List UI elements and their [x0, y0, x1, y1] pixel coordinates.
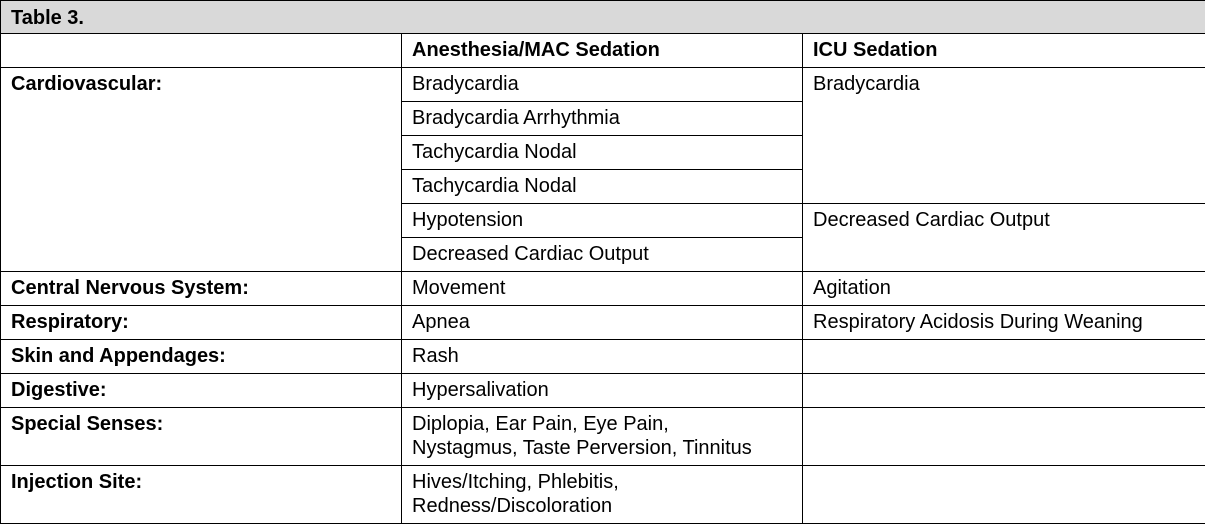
category-cardiovascular: Cardiovascular:	[1, 68, 402, 272]
icu-cell	[803, 408, 1205, 466]
table-row	[1, 340, 1205, 374]
anesthesia-cell	[402, 466, 803, 524]
title-row	[1, 1, 1205, 34]
icu-cell: Bradycardia	[803, 68, 1205, 204]
table-row	[1, 272, 1205, 306]
header-row	[1, 34, 1205, 68]
cell-line: Diplopia, Ear Pain, Eye Pain,	[412, 412, 792, 436]
anesthesia-cell: Bradycardia Arrhythmia	[402, 102, 803, 136]
anesthesia-cell: Decreased Cardiac Output	[402, 238, 803, 272]
anesthesia-cell: Tachycardia Nodal	[402, 136, 803, 170]
table-title: Table 3.	[1, 1, 1205, 34]
anesthesia-cell: Apnea	[402, 306, 803, 340]
icu-cell: Agitation	[803, 272, 1205, 306]
table-row	[1, 306, 1205, 340]
anesthesia-cell: Rash	[402, 340, 803, 374]
cell-line: Hives/Itching, Phlebitis,	[412, 470, 792, 494]
category-label: Skin and Appendages:	[1, 340, 402, 374]
anesthesia-cell: Tachycardia Nodal	[402, 170, 803, 204]
cell-line: Nystagmus, Taste Perversion, Tinnitus	[412, 436, 792, 460]
icu-cell: Decreased Cardiac Output	[803, 204, 1205, 272]
anesthesia-cell: Bradycardia	[402, 68, 803, 102]
icu-cell: Respiratory Acidosis During Weaning	[803, 306, 1205, 340]
category-label: Special Senses:	[1, 408, 402, 466]
category-label: Digestive:	[1, 374, 402, 408]
anesthesia-cell: Movement	[402, 272, 803, 306]
table-row	[1, 466, 1205, 524]
table-row	[1, 68, 1205, 102]
header-blank	[1, 34, 402, 68]
header-anesthesia: Anesthesia/MAC Sedation	[402, 34, 803, 68]
header-icu: ICU Sedation	[803, 34, 1205, 68]
category-label: Central Nervous System:	[1, 272, 402, 306]
anesthesia-cell: Hypersalivation	[402, 374, 803, 408]
icu-cell	[803, 466, 1205, 524]
cell-line: Redness/Discoloration	[412, 494, 792, 518]
anesthesia-cell: Hypotension	[402, 204, 803, 238]
table-row	[1, 408, 1205, 466]
table-row	[1, 374, 1205, 408]
category-label: Injection Site:	[1, 466, 402, 524]
category-label: Respiratory:	[1, 306, 402, 340]
icu-cell	[803, 340, 1205, 374]
anesthesia-cell	[402, 408, 803, 466]
icu-cell	[803, 374, 1205, 408]
